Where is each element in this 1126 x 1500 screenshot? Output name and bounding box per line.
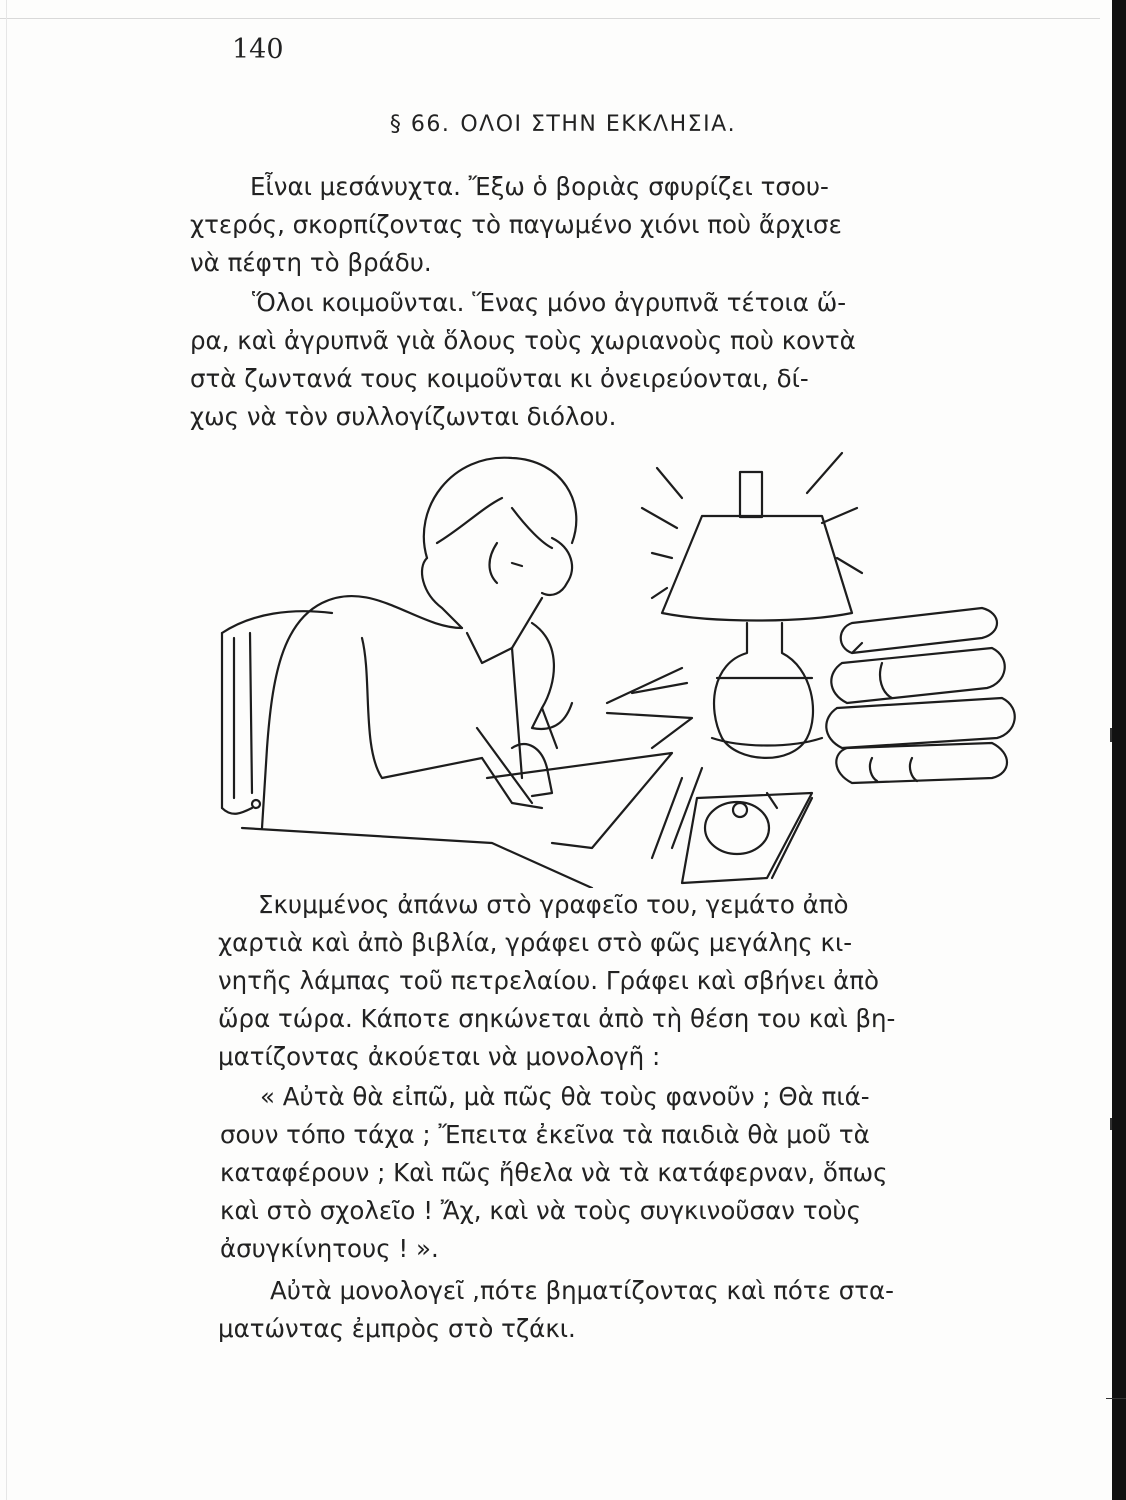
inkwell-drawing [682,793,812,883]
paragraph-4-quote [220,1078,1020,1268]
page-number: 140 [232,34,284,65]
paragraph-5 [218,1272,1022,1348]
section-title: ΟΛΟΙ ΣΤΗΝ ΕΚΚΛΗΣΙΑ. [460,112,737,137]
text-line: νὰ πέφτη τὸ βράδυ. [190,248,432,277]
text-line: νητῆς λάμπας τοῦ πετρελαίου. Γράφει καὶ σβήνει ἀπὸ [218,966,879,995]
text-line: ρα, καὶ ἀγρυπνᾶ γιὰ ὅλους τοὺς χωριανοὺς ποὺ κοντὰ [190,326,856,355]
text-line: σουν τόπο τάχα ; Ἔπειτα ἐκεῖνα τὰ παιδιὰ θὰ μοῦ τὰ [220,1120,870,1149]
text-line: καὶ στὸ σχολεῖο ! Ἄχ, καὶ νὰ τοὺς συγκινοῦσαν τοὺς [220,1196,861,1225]
margin-scan-mark [1110,728,1112,742]
lamp-light-rays-drawing [642,453,862,598]
margin-scan-mark [1110,1118,1112,1130]
oil-lamp-drawing [662,472,852,758]
page-edge-top [0,18,1100,19]
page-edge-left [6,0,7,1500]
text-line: Εἶναι μεσάνυχτα. Ἔξω ὁ βοριὰς σφυρίζει τσου- [250,172,829,201]
book-binding-shadow [1112,0,1126,1500]
text-line: καταφέρουν ; Καὶ πῶς ἤθελα νὰ τὰ κατάφερναν, ὅπως [220,1158,888,1187]
text-line: ὥρα τώρα. Κάποτε σηκώνεται ἀπὸ τὴ θέση του καὶ βη- [218,1004,896,1033]
text-line: ματίζοντας ἀκούεται νὰ μονολογῆ : [218,1042,661,1071]
illustration-man-writing-by-lamp [212,448,1042,888]
text-line: στὰ ζωντανά τους κοιμοῦνται κι ὀνειρεύονται, δί- [190,364,809,393]
margin-scan-mark [1106,1398,1126,1399]
text-line: Αὐτὰ μονολογεῖ ,πότε βηματίζοντας καὶ πότε στα- [270,1276,894,1305]
section-number: § 66. [389,112,451,137]
section-heading [0,112,1126,137]
text-line: ἀσυγκίνητους ! ». [220,1234,439,1263]
text-line: « Αὐτὰ θὰ εἰπῶ, μὰ πῶς θὰ τοὺς φανοῦν ; Θὰ πιά- [260,1082,870,1111]
text-line: χως νὰ τὸν συλλογίζωνται διόλου. [190,402,617,431]
paragraph-3 [218,886,1018,1076]
text-line: χτερός, σκορπίζοντας τὸ παγωμένο χιόνι ποὺ ἄρχισε [190,210,842,239]
text-line: χαρτιὰ καὶ ἀπὸ βιβλία, γράφει στὸ φῶς μεγάλης κι- [218,928,853,957]
desk-papers-drawing [242,668,702,888]
text-line: Σκυμμένος ἀπάνω στὸ γραφεῖο του, γεμάτο ἀπὸ [258,890,849,919]
chair-drawing [222,611,332,814]
paragraph-2 [190,284,1004,436]
text-line: Ὅλοι κοιμοῦνται. Ἕνας μόνο ἀγρυπνᾶ τέτοια ὥ- [252,288,847,317]
paragraph-1 [190,168,1002,282]
text-line: ματώντας ἐμπρὸς στὸ τζάκι. [218,1314,576,1343]
book-stack-drawing [826,608,1014,783]
